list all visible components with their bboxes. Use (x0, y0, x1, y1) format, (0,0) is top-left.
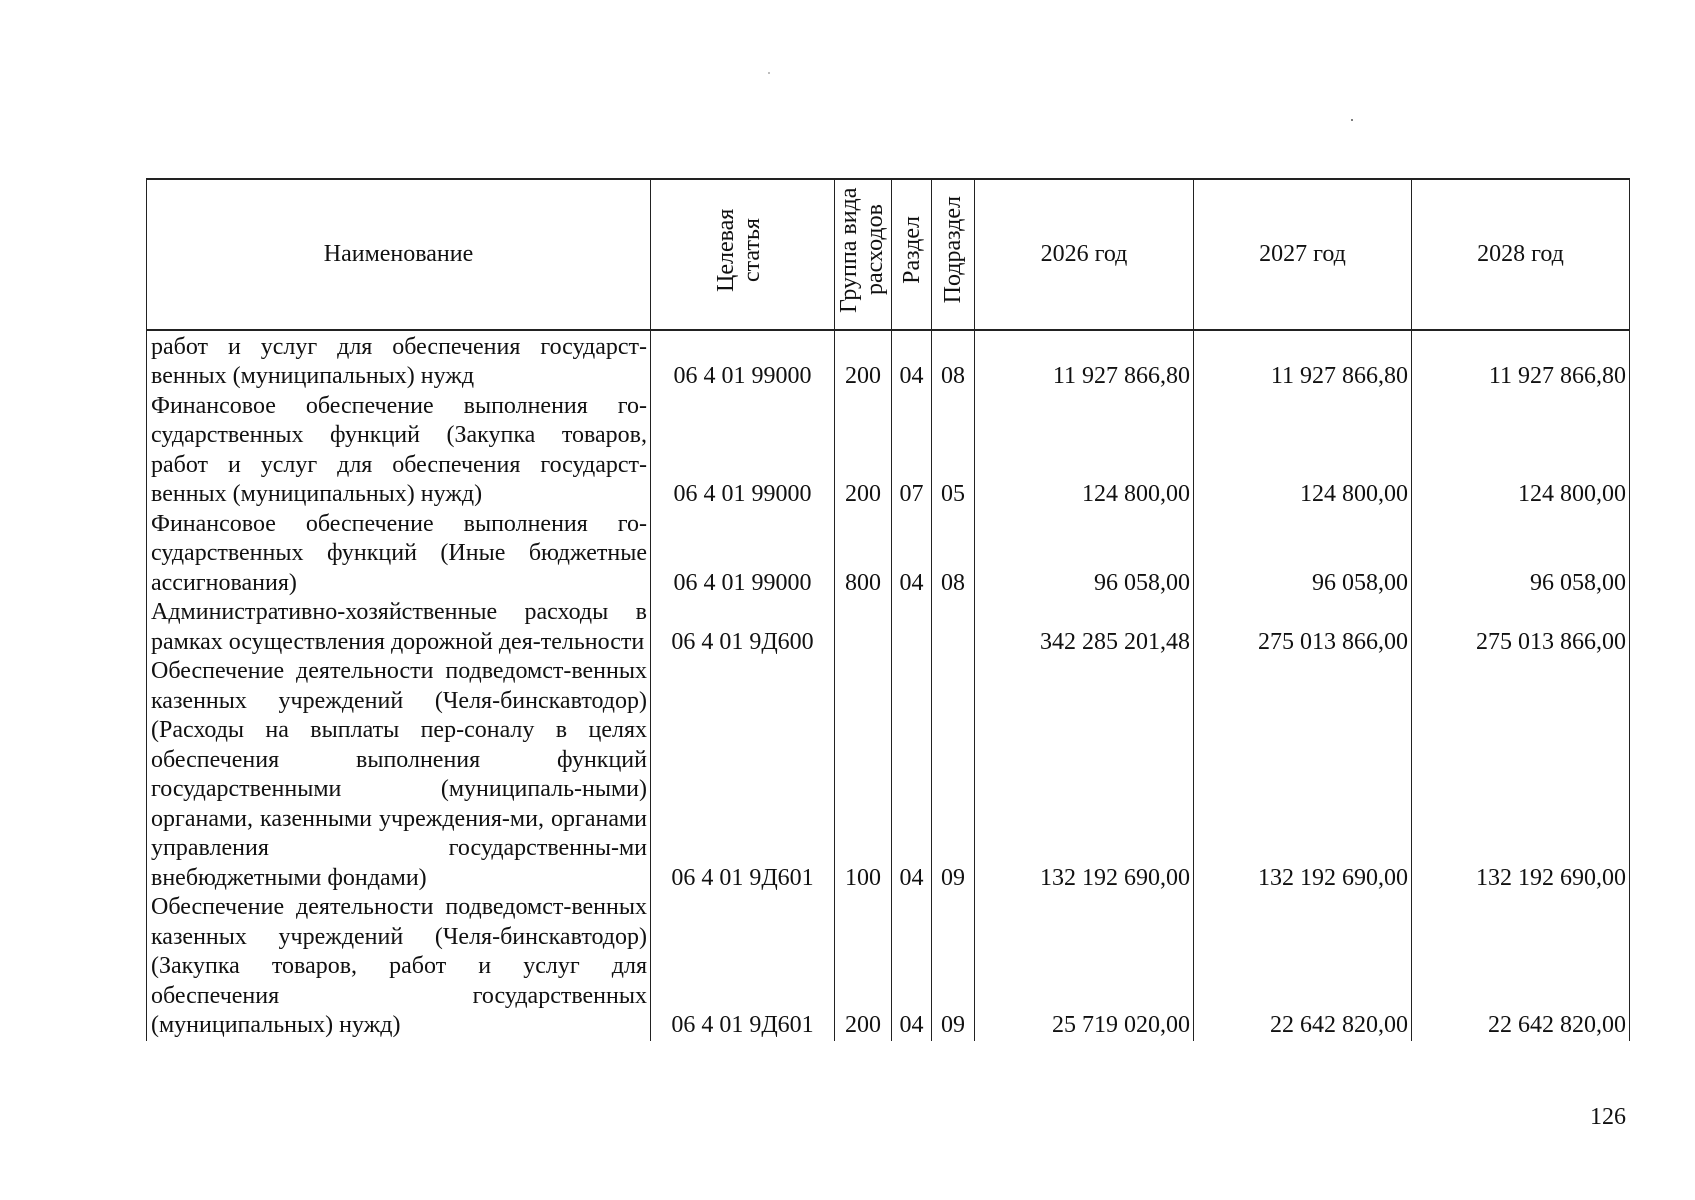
row-target-code: 06 4 01 9Д600 (651, 598, 835, 657)
row-2026: 96 058,00 (975, 510, 1194, 599)
row-section: 04 (892, 893, 932, 1041)
row-subsection: 08 (932, 510, 975, 599)
row-name: работ и услуг для обеспечения государст-венных (муниципальных) нужд (147, 330, 651, 392)
row-2027: 96 058,00 (1194, 510, 1412, 599)
row-2028: 124 800,00 (1412, 392, 1630, 510)
row-subsection: 05 (932, 392, 975, 510)
row-target-code: 06 4 01 99000 (651, 392, 835, 510)
budget-table (146, 178, 1630, 1041)
scan-speck (1351, 119, 1353, 121)
row-group: 200 (835, 893, 892, 1041)
table-row (147, 392, 1630, 510)
row-2027: 275 013 866,00 (1194, 598, 1412, 657)
row-2028: 132 192 690,00 (1412, 657, 1630, 893)
header-group: Группа вида расходов (835, 179, 892, 330)
header-section: Раздел (892, 179, 932, 330)
header-2027: 2027 год (1194, 179, 1412, 330)
table-row (147, 510, 1630, 599)
scan-speck (768, 72, 770, 74)
row-group (835, 598, 892, 657)
row-subsection: 08 (932, 330, 975, 392)
header-name: Наименование (147, 179, 651, 330)
row-subsection: 09 (932, 657, 975, 893)
row-2028: 22 642 820,00 (1412, 893, 1630, 1041)
row-subsection (932, 598, 975, 657)
row-2026: 132 192 690,00 (975, 657, 1194, 893)
row-name: Административно-хозяйственные расходы в рамках осуществления дорожной дея-тельности (147, 598, 651, 657)
row-2028: 96 058,00 (1412, 510, 1630, 599)
row-group: 200 (835, 392, 892, 510)
table-row (147, 330, 1630, 392)
row-group: 200 (835, 330, 892, 392)
row-2027: 11 927 866,80 (1194, 330, 1412, 392)
row-2027: 132 192 690,00 (1194, 657, 1412, 893)
header-target: Целевая статья (651, 179, 835, 330)
row-name: Обеспечение деятельности подведомст-венных казенных учреждений (Челя-бинскавтодор) (Закупка товаров, работ и услуг для обеспечения государственных (муниципальных) нужд) (147, 893, 651, 1041)
header-subsection: Подраздел (932, 179, 975, 330)
row-target-code: 06 4 01 9Д601 (651, 657, 835, 893)
row-2027: 22 642 820,00 (1194, 893, 1412, 1041)
row-2026: 124 800,00 (975, 392, 1194, 510)
table-row (147, 598, 1630, 657)
table-row (147, 657, 1630, 893)
row-name: Обеспечение деятельности подведомст-венных казенных учреждений (Челя-бинскавтодор) (Расходы на выплаты пер-соналу в целях обеспечения выполнения функций государственными (муниципаль-ными) органами, казенными учреждения-ми, органами управления государственны-ми внебюджетными фондами) (147, 657, 651, 893)
row-2028: 275 013 866,00 (1412, 598, 1630, 657)
row-2026: 11 927 866,80 (975, 330, 1194, 392)
header-2026: 2026 год (975, 179, 1194, 330)
header-2028: 2028 год (1412, 179, 1630, 330)
row-2026: 342 285 201,48 (975, 598, 1194, 657)
row-name: Финансовое обеспечение выполнения го-сударственных функций (Иные бюджетные ассигнования) (147, 510, 651, 599)
row-section: 04 (892, 657, 932, 893)
row-subsection: 09 (932, 893, 975, 1041)
row-target-code: 06 4 01 99000 (651, 330, 835, 392)
row-section: 04 (892, 510, 932, 599)
row-group: 100 (835, 657, 892, 893)
row-section: 04 (892, 330, 932, 392)
row-target-code: 06 4 01 99000 (651, 510, 835, 599)
row-target-code: 06 4 01 9Д601 (651, 893, 835, 1041)
row-group: 800 (835, 510, 892, 599)
table-row (147, 893, 1630, 1041)
row-name: Финансовое обеспечение выполнения го-сударственных функций (Закупка товаров, работ и услуг для обеспечения государст-венных (муниципальных) нужд) (147, 392, 651, 510)
page-number: 126 (1590, 1104, 1626, 1130)
table-header-row (147, 179, 1630, 330)
row-section (892, 598, 932, 657)
row-section: 07 (892, 392, 932, 510)
row-2027: 124 800,00 (1194, 392, 1412, 510)
row-2028: 11 927 866,80 (1412, 330, 1630, 392)
row-2026: 25 719 020,00 (975, 893, 1194, 1041)
